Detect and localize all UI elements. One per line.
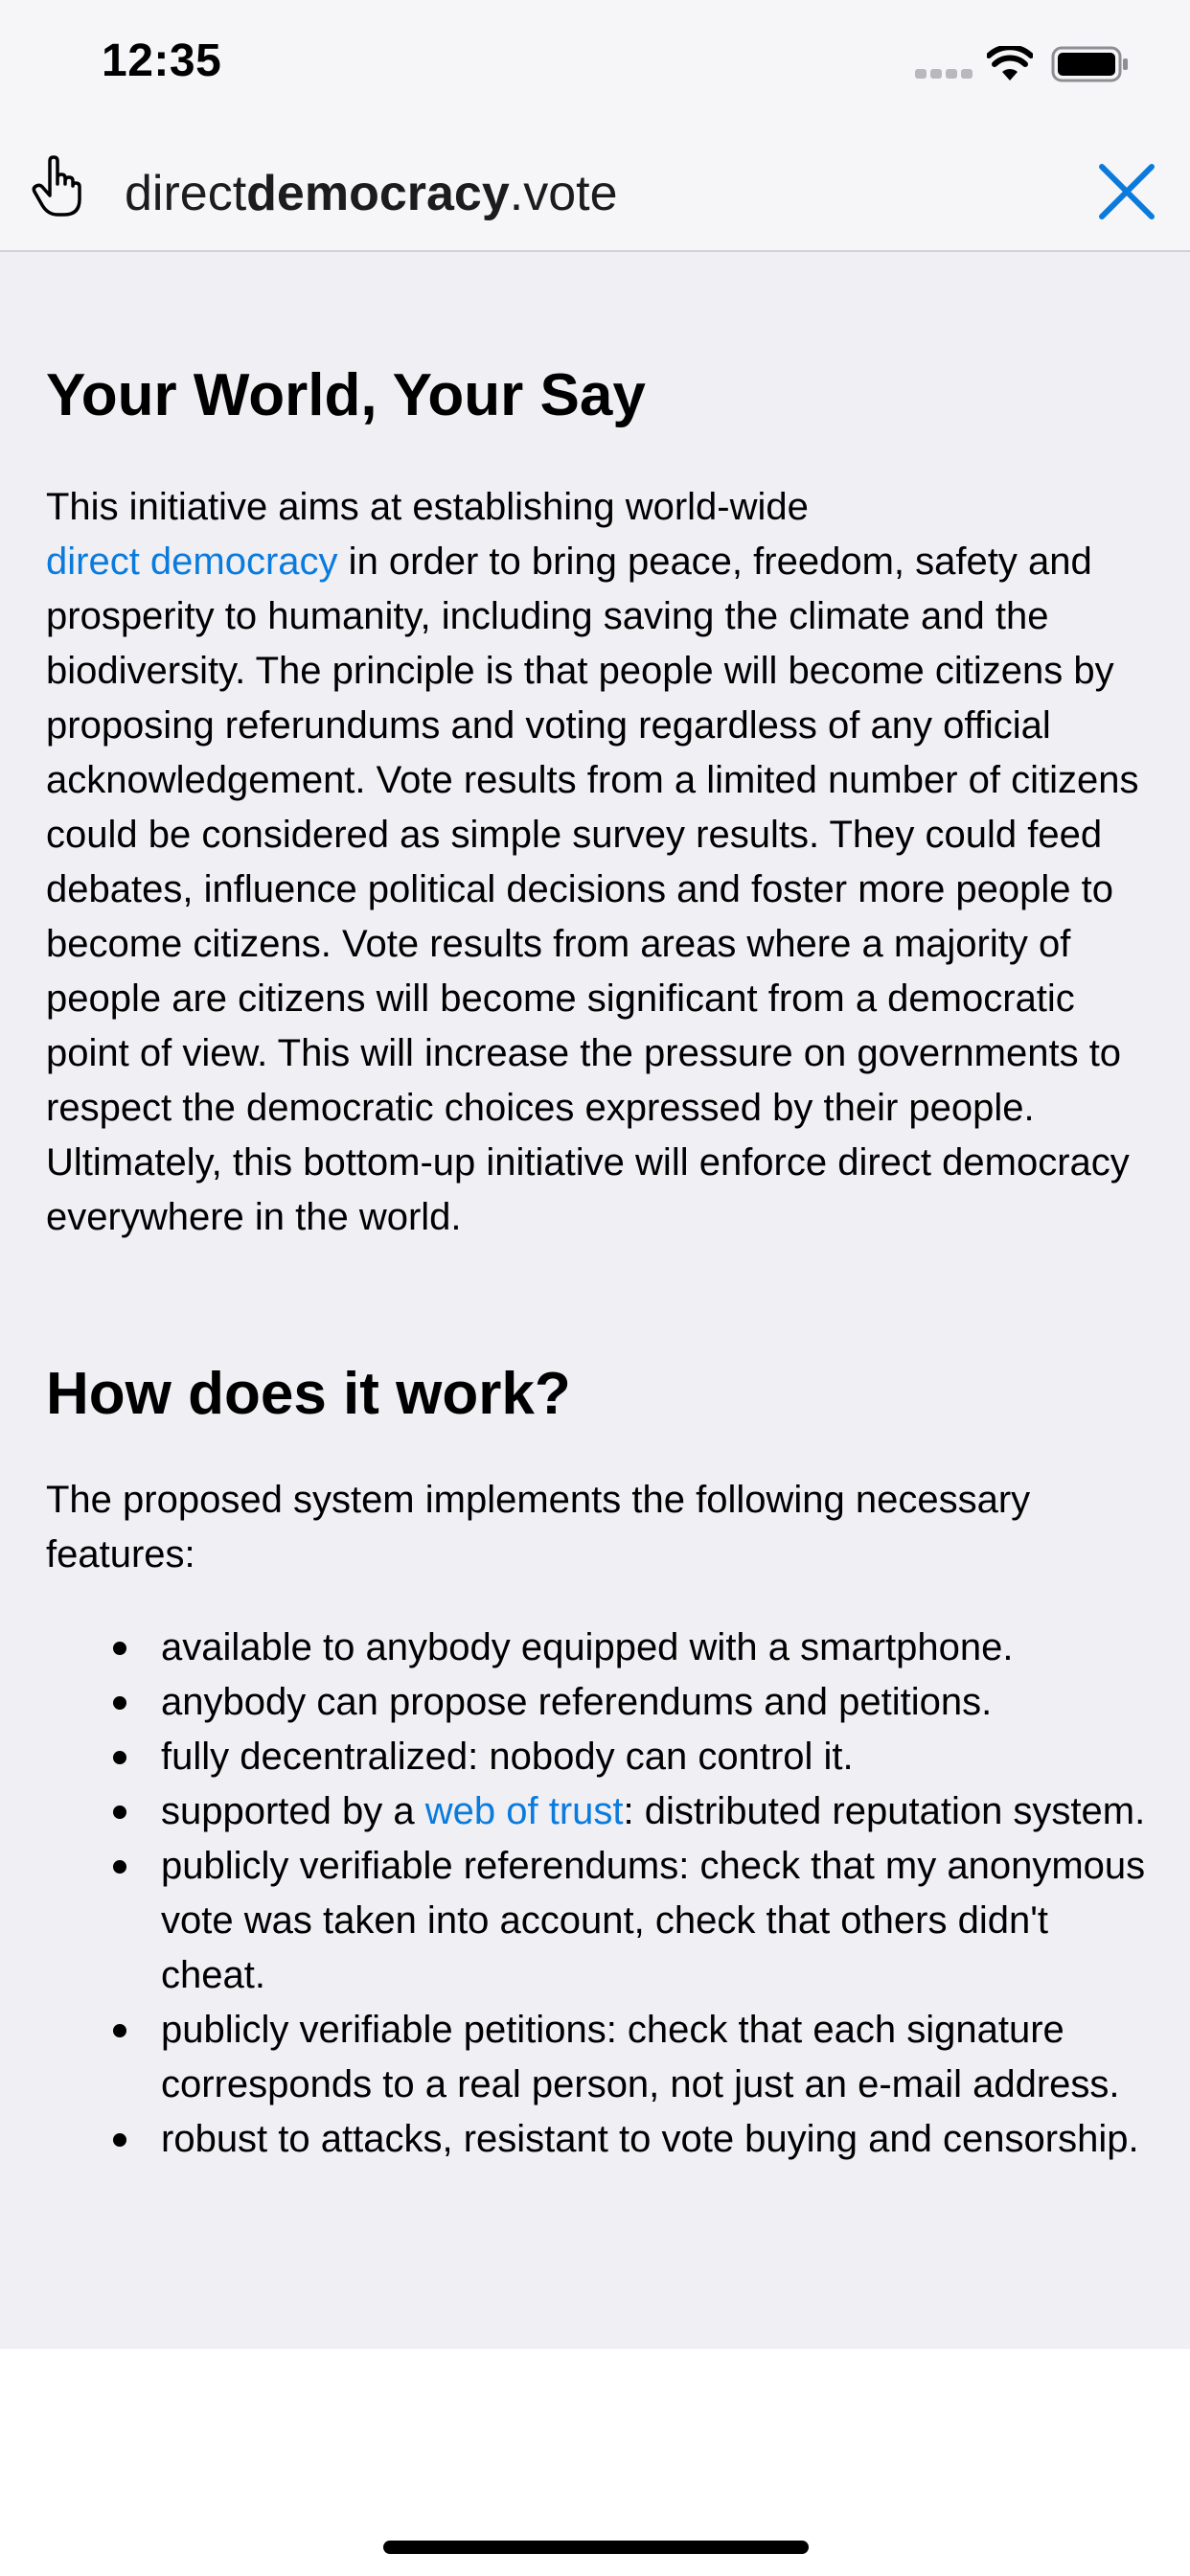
wifi-icon	[987, 46, 1033, 82]
status-bar	[0, 0, 1190, 134]
list-item: anybody can propose referendums and petitions.	[161, 1675, 1148, 1730]
intro-paragraph	[46, 480, 1148, 1245]
url-prefix: direct	[125, 166, 247, 221]
trust-suffix: : distributed reputation system.	[623, 1790, 1146, 1832]
url-suffix: .vote	[509, 166, 618, 221]
intro-after-link: in order to bring peace, freedom, safety and prosperity to humanity, including saving the climate and the biodiversity. The principle is that people will become citizens by proposing referundums and voting regardless of any official acknowledgement. Vote results from a limited number of citizens could be considered as simple survey results. They could feed debates, influence political decisions and foster more people to become citizens. Vote results from areas where a majority of people are citizens will become significant from a democratic point of view. This will increase the pressure on governments to respect the democratic choices expressed by their people. Ultimately, this bottom-up initiative will enforce direct democracy everywhere in the world.	[46, 540, 1139, 1238]
list-item	[161, 1784, 1148, 1839]
close-icon[interactable]	[1092, 157, 1161, 226]
page-title: Your World, Your Say	[46, 362, 646, 428]
web-of-trust-link[interactable]: web of trust	[424, 1790, 624, 1832]
url-text[interactable]	[125, 165, 618, 222]
battery-icon	[1051, 46, 1130, 82]
intro-before-link: This initiative aims at establishing world-wide	[46, 486, 809, 528]
features-intro: The proposed system implements the following necessary features:	[46, 1479, 1031, 1576]
status-time: 12:35	[102, 35, 222, 86]
url-domain: democracy	[246, 166, 510, 221]
section-title-how: How does it work?	[46, 1361, 571, 1427]
trust-prefix: supported by a	[161, 1790, 425, 1832]
list-item: available to anybody equipped with a smartphone.	[161, 1621, 1148, 1675]
direct-democracy-link[interactable]: direct democracy	[46, 540, 338, 583]
list-item: publicly verifiable referendums: check that my anonymous vote was taken into account, check that others didn't cheat.	[161, 1839, 1148, 2003]
home-indicator[interactable]	[383, 2541, 809, 2554]
web-content[interactable]	[0, 252, 1190, 2349]
list-item: robust to attacks, resistant to vote buying and censorship.	[161, 2112, 1148, 2167]
bottom-safe-area	[0, 2349, 1190, 2576]
list-item: publicly verifiable petitions: check that each signature corresponds to a real person, not just an e-mail address.	[161, 2003, 1148, 2112]
address-bar	[0, 134, 1190, 252]
hand-pointer-icon[interactable]	[31, 155, 84, 218]
features-list	[46, 1621, 1148, 2167]
cellular-signal-icon	[915, 69, 973, 80]
list-item: fully decentralized: nobody can control it.	[161, 1730, 1148, 1784]
